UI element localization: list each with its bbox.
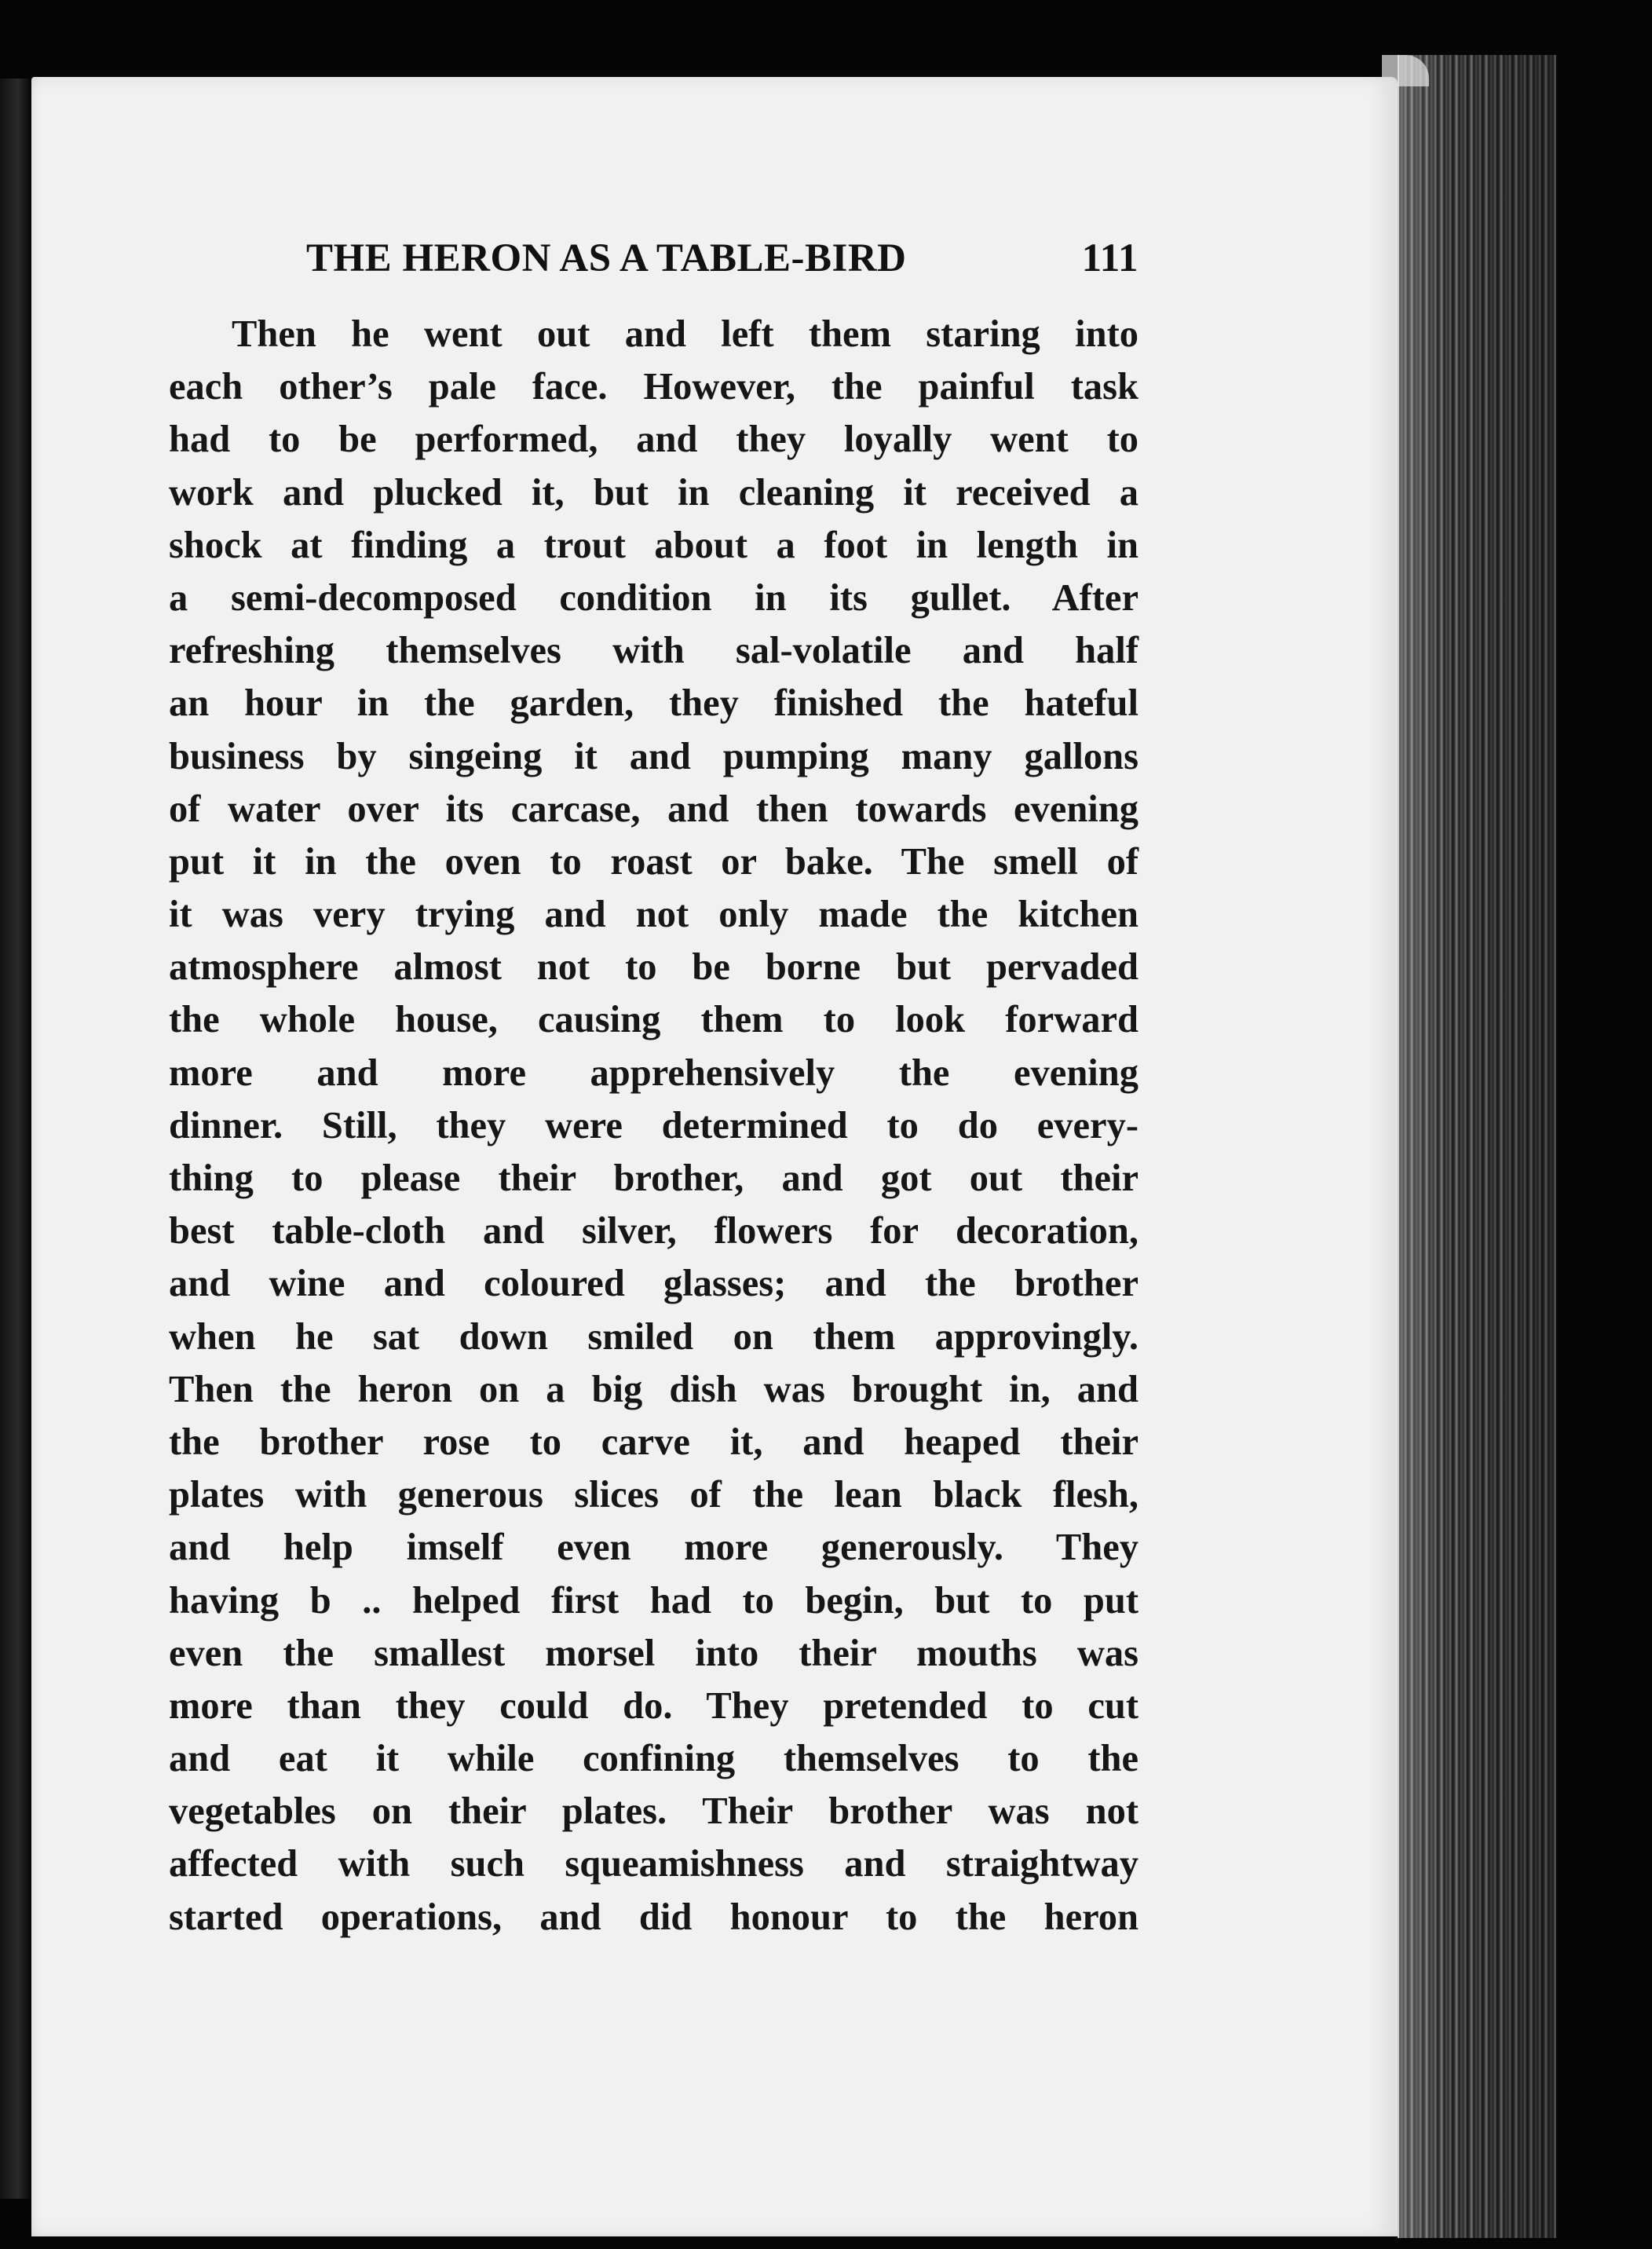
text-line: had to be performed, and they loyally went to — [169, 419, 1138, 461]
text-line: more than they could do. They pretended to cut — [169, 1684, 1138, 1727]
text-line: an hour in the garden, they finished the hateful — [169, 682, 1138, 725]
text-line: a semi-decomposed condition in its gullet. After — [169, 576, 1138, 619]
text-line: work and plucked it, but in cleaning it received a — [169, 471, 1138, 514]
text-line: started operations, and did honour to the heron — [169, 1896, 1138, 1938]
text-line: of water over its carcase, and then towards evening — [169, 788, 1138, 830]
text-line: shock at finding a trout about a foot in length in — [169, 524, 1138, 566]
text-line: and wine and coloured glasses; and the brother — [169, 1263, 1138, 1305]
running-title: THE HERON AS A TABLE-BIRD — [306, 236, 907, 280]
text-line: having b .. helped first had to begin, but to put — [169, 1579, 1138, 1622]
text-line: Then the heron on a big dish was brought in, and — [169, 1368, 1138, 1410]
text-line: business by singeing it and pumping many gallons — [169, 735, 1138, 777]
text-line: the brother rose to carve it, and heaped their — [169, 1421, 1138, 1463]
text-line: refreshing themselves with sal-volatile and half — [169, 630, 1138, 672]
text-line: the whole house, causing them to look forward — [169, 999, 1138, 1041]
text-line: vegetables on their plates. Their brother was not — [169, 1790, 1138, 1833]
page-number: 111 — [1081, 236, 1138, 280]
text-line: plates with generous slices of the lean black flesh, — [169, 1474, 1138, 1516]
text-line: even the smallest morsel into their mouths was — [169, 1632, 1138, 1674]
text-line: put it in the oven to roast or bake. The smell of — [169, 840, 1138, 883]
fore-edge-shading — [1398, 55, 1555, 2238]
text-line: thing to please their brother, and got out their — [169, 1157, 1138, 1199]
page-header — [306, 236, 1138, 291]
text-line: atmosphere almost not to be borne but pervaded — [169, 946, 1138, 989]
body-text — [169, 308, 1138, 1944]
text-line: Then he went out and left them staring into — [232, 313, 1138, 355]
text-line: dinner. Still, they were determined to do every- — [169, 1104, 1138, 1146]
facing-page-edge — [0, 79, 30, 2199]
text-line: it was very trying and not only made the kitchen — [169, 894, 1138, 936]
text-line: affected with such squeamishness and straightway — [169, 1843, 1138, 1885]
text-line: and help imself even more generously. They — [169, 1527, 1138, 1569]
text-line: and eat it while confining themselves to the — [169, 1738, 1138, 1780]
text-line: more and more apprehensively the evening — [169, 1051, 1138, 1094]
text-line: when he sat down smiled on them approvingly. — [169, 1315, 1138, 1358]
text-line: best table-cloth and silver, flowers for decoration, — [169, 1210, 1138, 1252]
text-line: each other’s pale face. However, the painful task — [169, 366, 1138, 408]
